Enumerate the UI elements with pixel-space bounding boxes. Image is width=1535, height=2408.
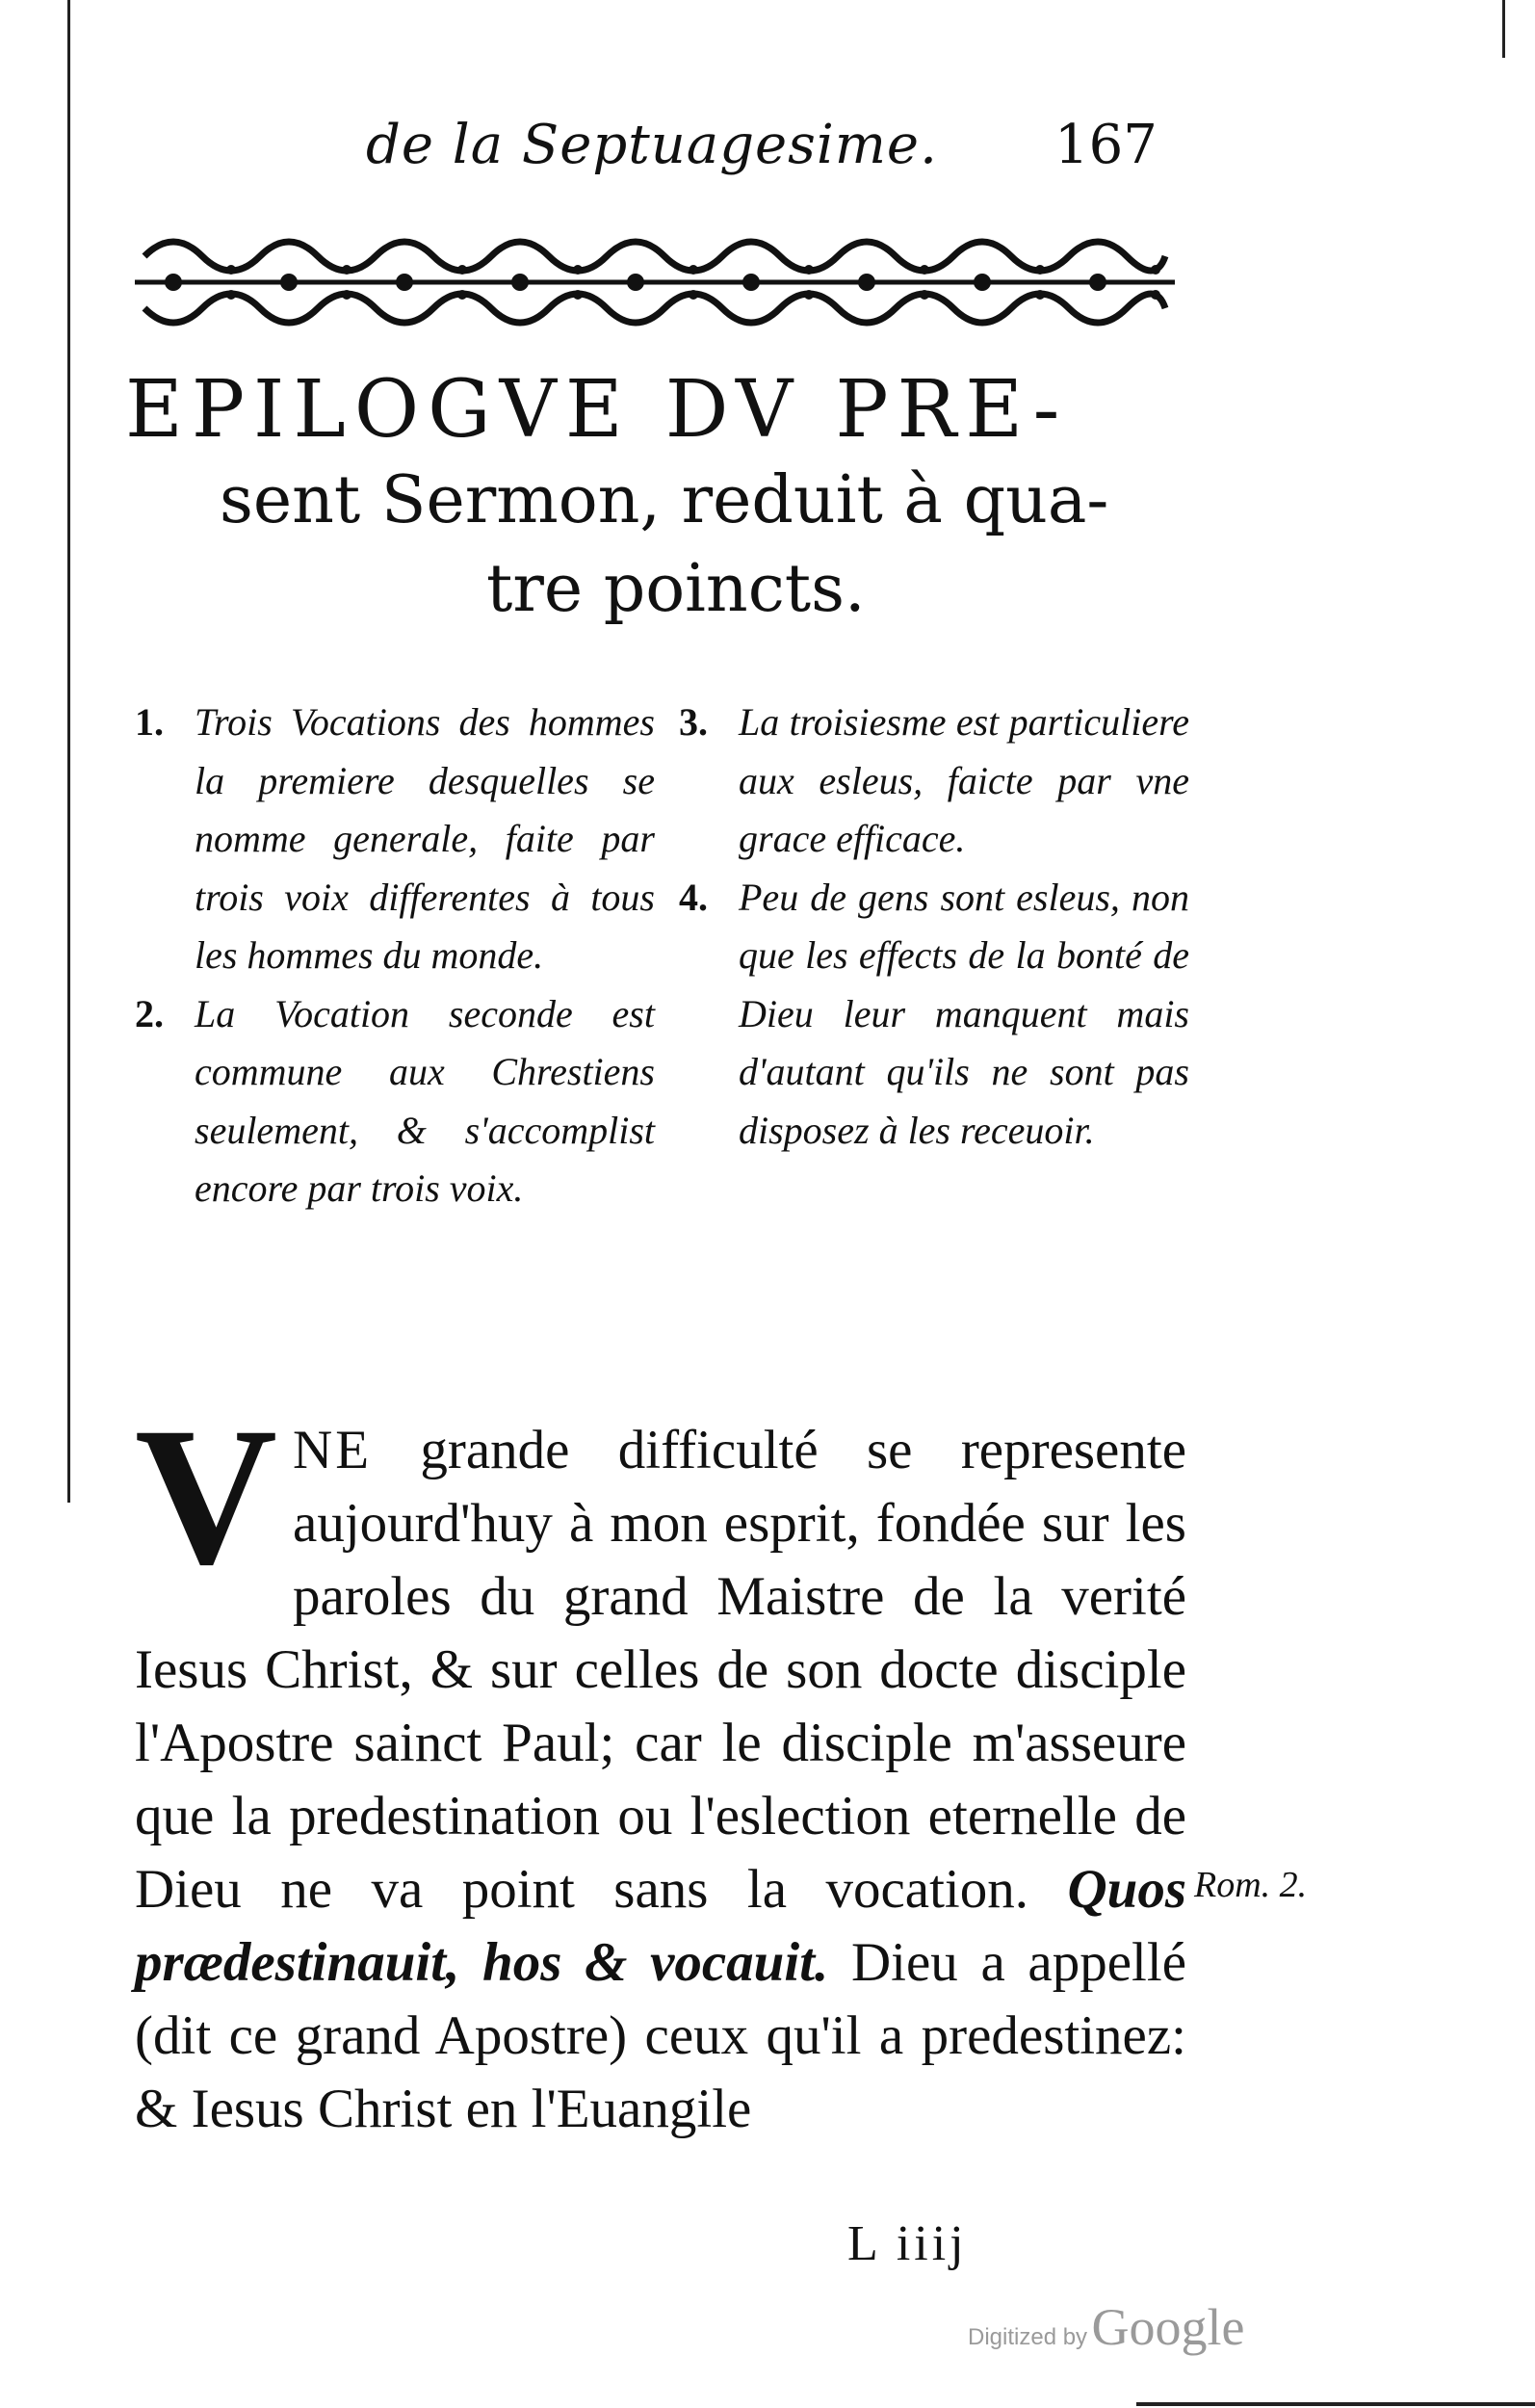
summary-item-number: 2.	[135, 991, 164, 1035]
signature-mark: L iiij	[847, 2216, 968, 2271]
chapter-title-line-2: sent Sermon, reduit à qua-	[220, 462, 1109, 538]
body-paragraph	[135, 1387, 1186, 2146]
ornament-band-icon	[135, 220, 1175, 345]
running-title: de la Septuagesime.	[366, 114, 938, 176]
summary-item-text: Trois Vocations des hommes la premiere desquelles se nomme generale, faite par trois voix differentes à tous les hommes du monde.	[195, 700, 655, 977]
drop-cap: V	[135, 1387, 278, 1606]
chapter-title-line-3: tre poincts.	[486, 551, 866, 627]
summary-item-number: 4.	[679, 875, 708, 919]
summary-item-text: La troisiesme est particuliere aux esleus, faicte par vne grace efficace.	[739, 700, 1189, 860]
summary-item-text: Peu de gens sont esleus, non que les effects de la bonté de Dieu leur manquent mais d'autant qu'ils ne sont pas disposez à les receuoir.	[739, 875, 1189, 1152]
page-number: 167	[1054, 114, 1158, 176]
watermark-brand: Google	[1091, 2298, 1245, 2356]
summary-item-text: La Vocation seconde est commune aux Chrestiens seulement, & s'accomplist encore par trois voix.	[195, 991, 655, 1210]
page-right-edge	[1502, 0, 1505, 58]
summary-item	[679, 869, 1189, 1161]
digitization-watermark	[968, 2297, 1244, 2357]
summary-item	[679, 694, 1189, 869]
summary-column-right	[679, 694, 1189, 1160]
body-text-part-1: grande difficulté se represente aujourd'huy à mon esprit, fondée sur les paroles du grand Maistre de la verité Iesus Christ, & sur celles de son docte disciple l'Apostre sainct Paul; car le disciple m'asseure que la predestination ou l'eslection eternelle de Dieu ne va point sans la vocation.	[135, 1420, 1186, 1920]
summary-column-left	[135, 694, 655, 1218]
page-bottom-edge	[1136, 2402, 1535, 2406]
body-text-part-2: Dieu a appellé (dit ce grand Apostre) ceux qu'il a predestinez: & Iesus Christ en l'Euangile	[135, 1932, 1186, 2139]
summary-item-number: 1.	[135, 700, 164, 744]
summary-item	[135, 694, 655, 985]
watermark-prefix: Digitized by	[968, 2324, 1088, 2350]
chapter-title-line-1: EPILOGVE DV PRE-	[125, 364, 1069, 456]
latin-quotation: Quos prædestinauit, hos & vocauit.	[135, 1859, 1186, 1993]
page-left-edge	[67, 0, 70, 1503]
margin-reference: Rom. 2.	[1194, 1865, 1308, 1905]
summary-item-number: 3.	[679, 700, 708, 744]
opening-smallcaps: NE	[293, 1420, 373, 1480]
summary-item	[135, 985, 655, 1218]
